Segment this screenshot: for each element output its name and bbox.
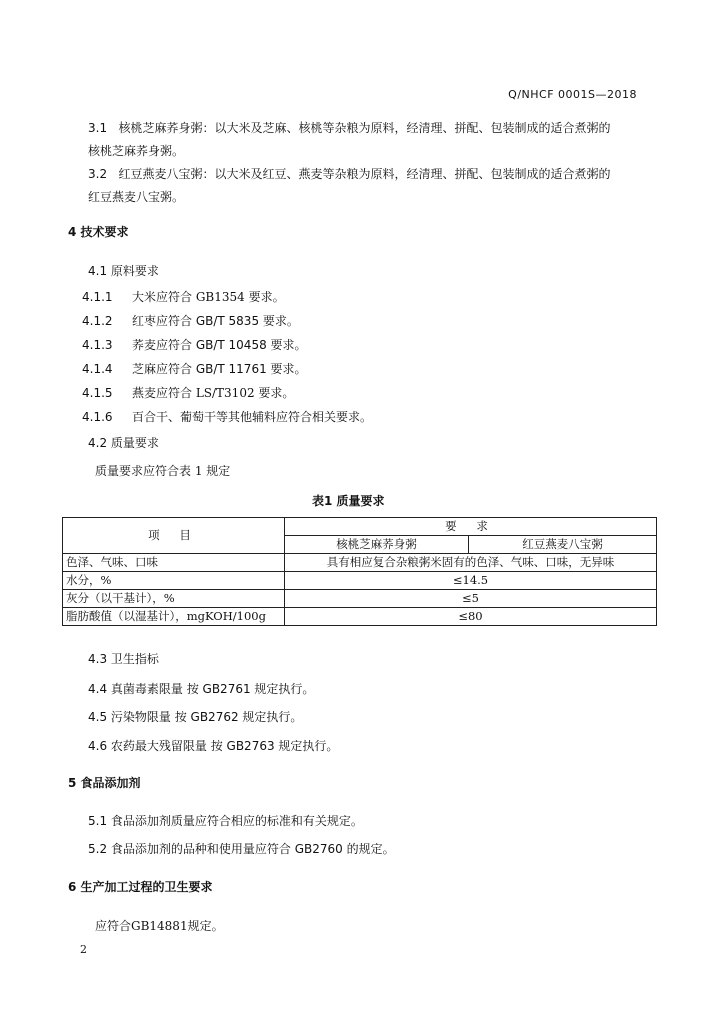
item-number: 4.1.6 (82, 410, 113, 424)
table-row (63, 608, 657, 626)
list-item (82, 336, 307, 353)
list-item (82, 360, 307, 377)
item-number: 4.1.4 (82, 362, 113, 376)
row-value: ≤80 (285, 608, 657, 626)
definition-3-2 (88, 163, 644, 209)
row-item: 色泽、气味、口味 (63, 554, 285, 572)
row-item: 水分，% (63, 572, 285, 590)
row-value: ≤14.5 (285, 572, 657, 590)
header-requirements: 要 求 (285, 518, 657, 536)
quality-table (62, 517, 657, 626)
list-item (82, 408, 372, 425)
item-number: 4.1.5 (82, 386, 113, 400)
item-text: 燕麦应符合 LS/T3102 要求。 (132, 386, 295, 400)
section-5-heading: 5 食品添加剂 (68, 776, 141, 790)
row-value: ≤5 (285, 590, 657, 608)
subsection-4-1: 4.1 原料要求 (88, 264, 159, 278)
item-number: 4.1.2 (82, 314, 113, 328)
subsection-4-4: 4.4 真菌毒素限量 按 GB2761 规定执行。 (88, 682, 315, 696)
item-text: 大米应符合 GB1354 要求。 (132, 290, 285, 304)
table-row (63, 590, 657, 608)
definition-text-continued: 核桃芝麻荞身粥。 (88, 144, 185, 158)
document-code: Q/NHCF 0001S—2018 (508, 88, 637, 101)
item-text: 荞麦应符合 GB/T 10458 要求。 (132, 338, 307, 352)
item-number: 4.1.1 (82, 290, 113, 304)
row-value: 具有相应复合杂粮粥米固有的色泽、气味、口味，无异味 (285, 554, 657, 572)
subsection-5-1: 5.1 食品添加剂质量应符合相应的标准和有关规定。 (88, 814, 363, 828)
list-item (82, 288, 285, 305)
header-item: 项 目 (63, 518, 285, 554)
header-col2: 红豆燕麦八宝粥 (469, 536, 657, 554)
definition-text: 核桃芝麻荞身粥：以大米及芝麻、核桃等杂粮为原料，经清理、拼配、包装制成的适合煮粥的 (118, 121, 611, 135)
subsection-4-2-text: 质量要求应符合表 1 规定 (95, 464, 231, 478)
definition-3-1 (88, 117, 644, 163)
subsection-4-2: 4.2 质量要求 (88, 436, 159, 450)
item-number: 4.1.3 (82, 338, 113, 352)
subsection-4-3: 4.3 卫生指标 (88, 652, 159, 666)
table-row (63, 554, 657, 572)
section-6-text: 应符合GB14881规定。 (95, 919, 224, 933)
definition-number: 3.1 (88, 121, 108, 135)
subsection-5-2: 5.2 食品添加剂的品种和使用量应符合 GB2760 的规定。 (88, 842, 395, 856)
page-number: 2 (80, 943, 87, 956)
row-item: 灰分（以干基计），% (63, 590, 285, 608)
definition-text-continued: 红豆燕麦八宝粥。 (88, 190, 185, 204)
list-item (82, 384, 294, 401)
header-col1: 核桃芝麻荞身粥 (285, 536, 469, 554)
definition-number: 3.2 (88, 167, 108, 181)
table-caption: 表1 质量要求 (312, 494, 385, 508)
subsection-4-6: 4.6 农药最大残留限量 按 GB2763 规定执行。 (88, 739, 339, 753)
list-item (82, 312, 299, 329)
item-text: 百合干、葡萄干等其他辅料应符合相关要求。 (132, 410, 373, 424)
item-text: 红枣应符合 GB/T 5835 要求。 (132, 314, 299, 328)
row-item: 脂肪酸值（以湿基计），mgKOH/100g (63, 608, 285, 626)
section-4-heading: 4 技术要求 (68, 225, 129, 239)
subsection-4-5: 4.5 污染物限量 按 GB2762 规定执行。 (88, 710, 303, 724)
table-header-row (63, 518, 657, 536)
table-row (63, 572, 657, 590)
item-text: 芝麻应符合 GB/T 11761 要求。 (132, 362, 307, 376)
section-6-heading: 6 生产加工过程的卫生要求 (68, 880, 213, 894)
definition-text: 红豆燕麦八宝粥：以大米及红豆、燕麦等杂粮为原料，经清理、拼配、包装制成的适合煮粥的 (118, 167, 611, 181)
